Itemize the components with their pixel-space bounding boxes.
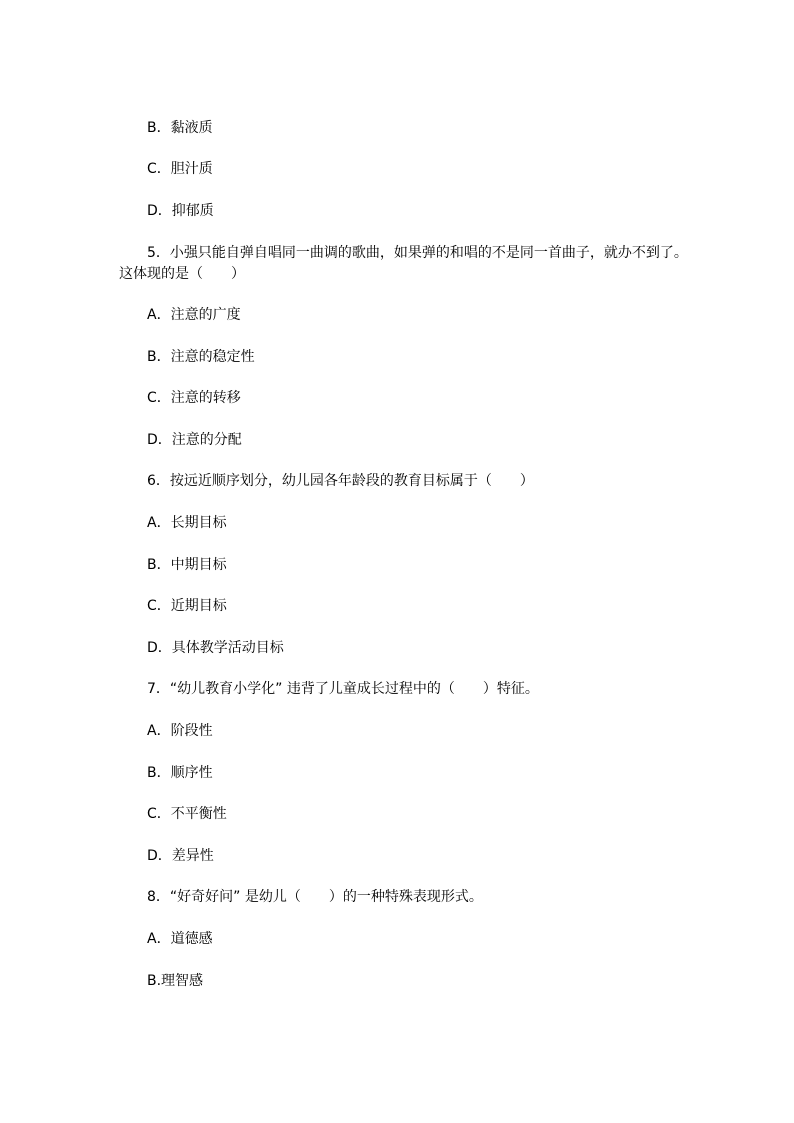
- q5-option-c: C．注意的转移: [147, 390, 241, 406]
- option-d-line: D．抑郁质: [147, 203, 214, 219]
- q7-option-a: A．阶段性: [147, 723, 213, 739]
- option-b-line: B．黏液质: [147, 120, 213, 136]
- question-7-text: 7．“幼儿教育小学化” 违背了儿童成长过程中的（ ）特征。: [147, 681, 539, 697]
- q6-option-c: C．近期目标: [147, 598, 227, 614]
- q6-option-d: D．具体教学活动目标: [147, 640, 284, 656]
- question-6-text: 6．按远近顺序划分，幼儿园各年龄段的教育目标属于（ ）: [147, 473, 534, 489]
- q6-option-a: A．长期目标: [147, 515, 227, 531]
- question-5-text: 5．小强只能自弹自唱同一曲调的歌曲，如果弹的和唱的不是同一首曲子，就办不到了。: [147, 245, 688, 261]
- q7-option-b: B．顺序性: [147, 765, 213, 781]
- q7-option-c: C．不平衡性: [147, 806, 227, 822]
- q5-option-b: B．注意的稳定性: [147, 349, 255, 365]
- option-c-line: C．胆汁质: [147, 161, 213, 177]
- question-5-text-continued: 这体现的是（ ）: [119, 266, 245, 282]
- q5-option-a: A．注意的广度: [147, 307, 241, 323]
- q5-option-d: D．注意的分配: [147, 432, 242, 448]
- question-8-text: 8．“好奇好问” 是幼儿（ ）的一种特殊表现形式。: [147, 889, 483, 905]
- q7-option-d: D．差异性: [147, 848, 214, 864]
- q6-option-b: B．中期目标: [147, 557, 227, 573]
- q8-option-a: A．道德感: [147, 931, 213, 947]
- q8-option-b: B.理智感: [147, 973, 204, 989]
